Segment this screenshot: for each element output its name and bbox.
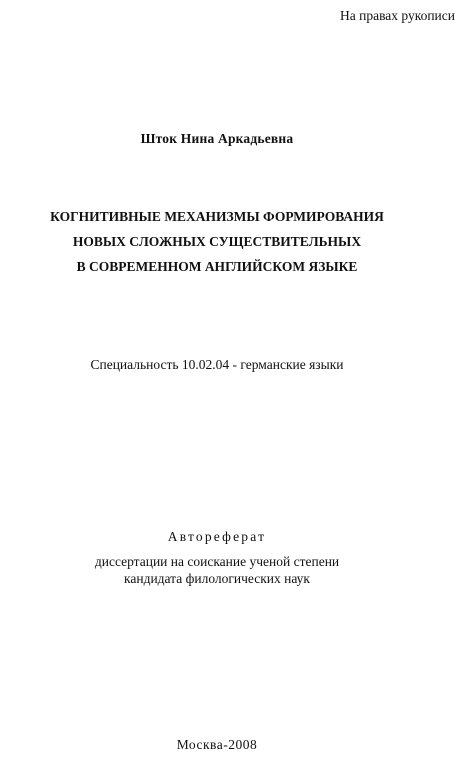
title-line: НОВЫХ СЛОЖНЫХ СУЩЕСТВИТЕЛЬНЫХ [72, 234, 362, 249]
purpose-line: кандидата филологических наук [124, 571, 310, 586]
degree-purpose [0, 553, 434, 587]
dissertation-title [0, 204, 434, 279]
document-type: Автореферат [167, 529, 267, 544]
purpose-line: диссертации на соискание ученой степени [94, 554, 340, 569]
title-line: КОГНИТИВНЫЕ МЕХАНИЗМЫ ФОРМИРОВАНИЯ [50, 209, 384, 224]
title-line: В СОВРЕМЕННОМ АНГЛИЙСКОМ ЯЗЫКЕ [76, 259, 358, 274]
author-name: Шток Нина Аркадьевна [140, 131, 294, 146]
specialty-line: Специальность 10.02.04 - германские языки [90, 357, 344, 372]
place-and-year: Москва-2008 [176, 737, 258, 752]
manuscript-rights-note: На правах рукописи [339, 8, 455, 23]
